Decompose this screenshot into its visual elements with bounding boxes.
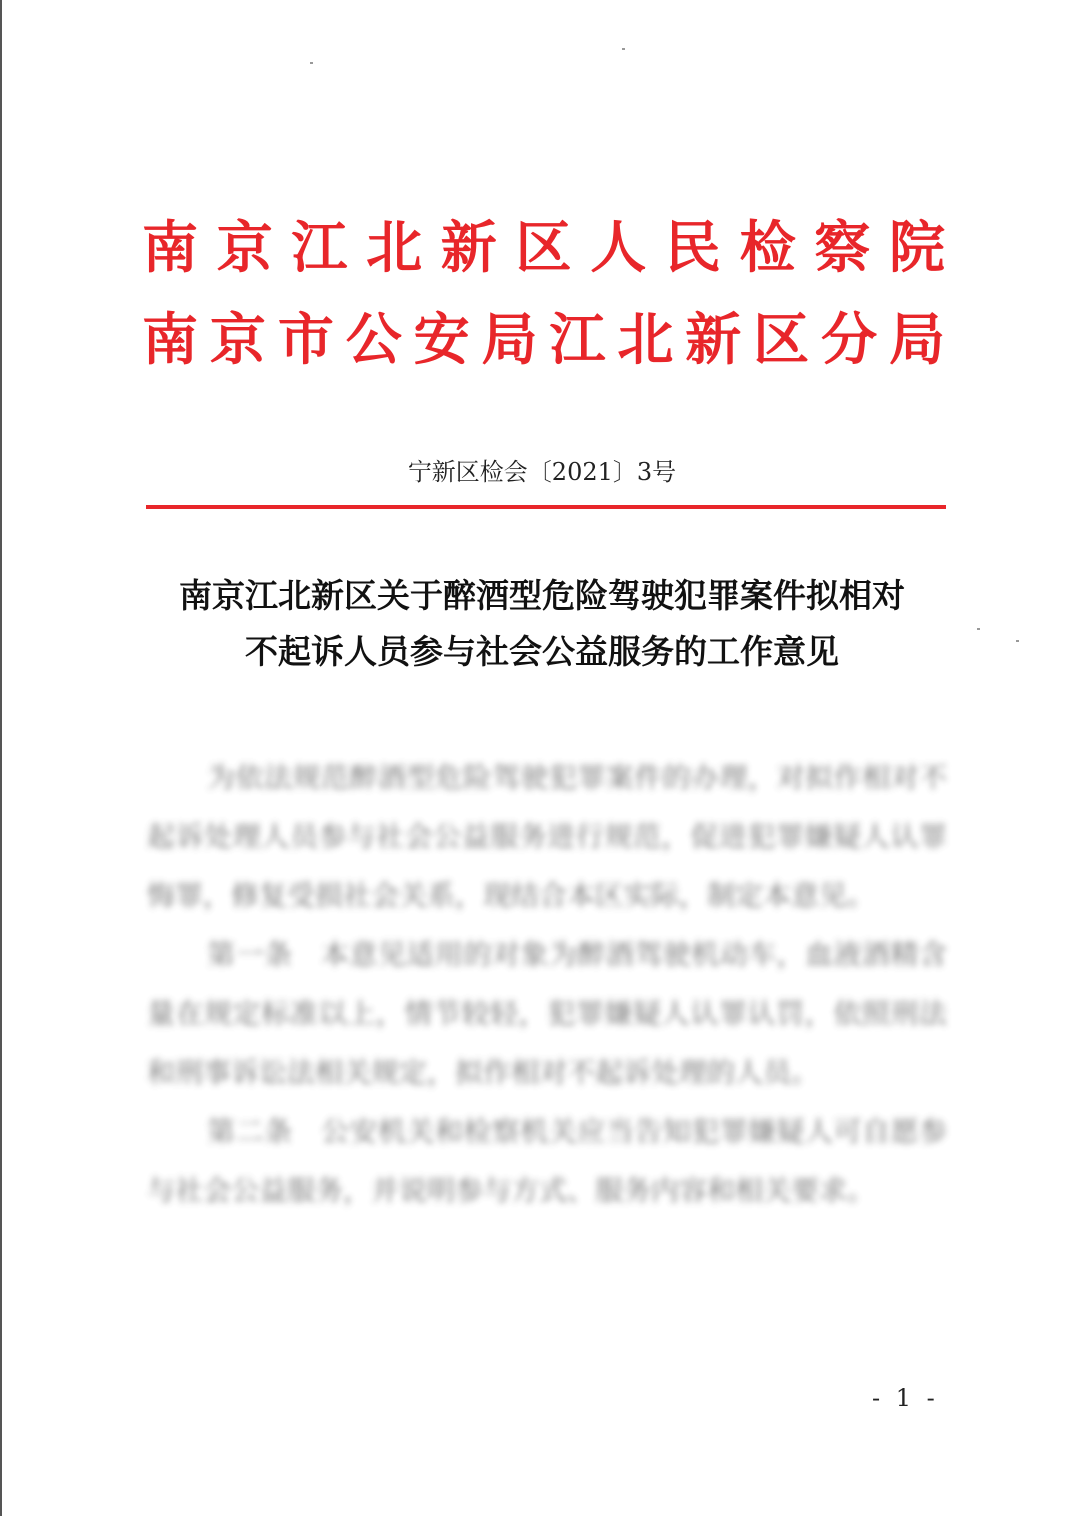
document-title-line-2: 不起诉人员参与社会公益服务的工作意见 bbox=[245, 632, 839, 671]
page-number: - 1 - bbox=[872, 1384, 939, 1412]
document-number: 宁新区检会〔2021〕3号 bbox=[407, 458, 677, 486]
scan-speck bbox=[977, 628, 980, 630]
body-paragraph: 第一条 本意见适用的对象为醉酒驾驶机动车，血液酒精含量在规定标准以上，情节较轻，犯罪嫌疑人认罪认罚，依照刑法和刑事诉讼法相关规定，拟作相对不起诉处理的人员。 bbox=[147, 938, 947, 1089]
agency-name-public-security: 南京市公安局江北新区分局 bbox=[142, 307, 947, 373]
agency-name-procuratorate: 南京江北新区人民检察院 bbox=[142, 215, 947, 281]
letterhead-red-divider bbox=[146, 505, 946, 509]
scan-speck bbox=[1016, 640, 1019, 642]
scan-speck bbox=[310, 62, 313, 64]
blurred-body-text bbox=[147, 748, 947, 1220]
body-paragraph: 第二条 公安机关和检察机关应当告知犯罪嫌疑人可自愿参与社会公益服务，并说明参与方式、服务内容和相关要求。 bbox=[147, 1115, 947, 1207]
document-title-line-1: 南京江北新区关于醉酒型危险驾驶犯罪案件拟相对 bbox=[179, 576, 905, 615]
body-paragraph: 为依法规范醉酒型危险驾驶犯罪案件的办理，对拟作相对不起诉处理人员参与社会公益服务进行规范，促进犯罪嫌疑人认罪悔罪，修复受损社会关系，现结合本区实际，制定本意见。 bbox=[147, 761, 947, 912]
scan-speck bbox=[622, 48, 625, 50]
